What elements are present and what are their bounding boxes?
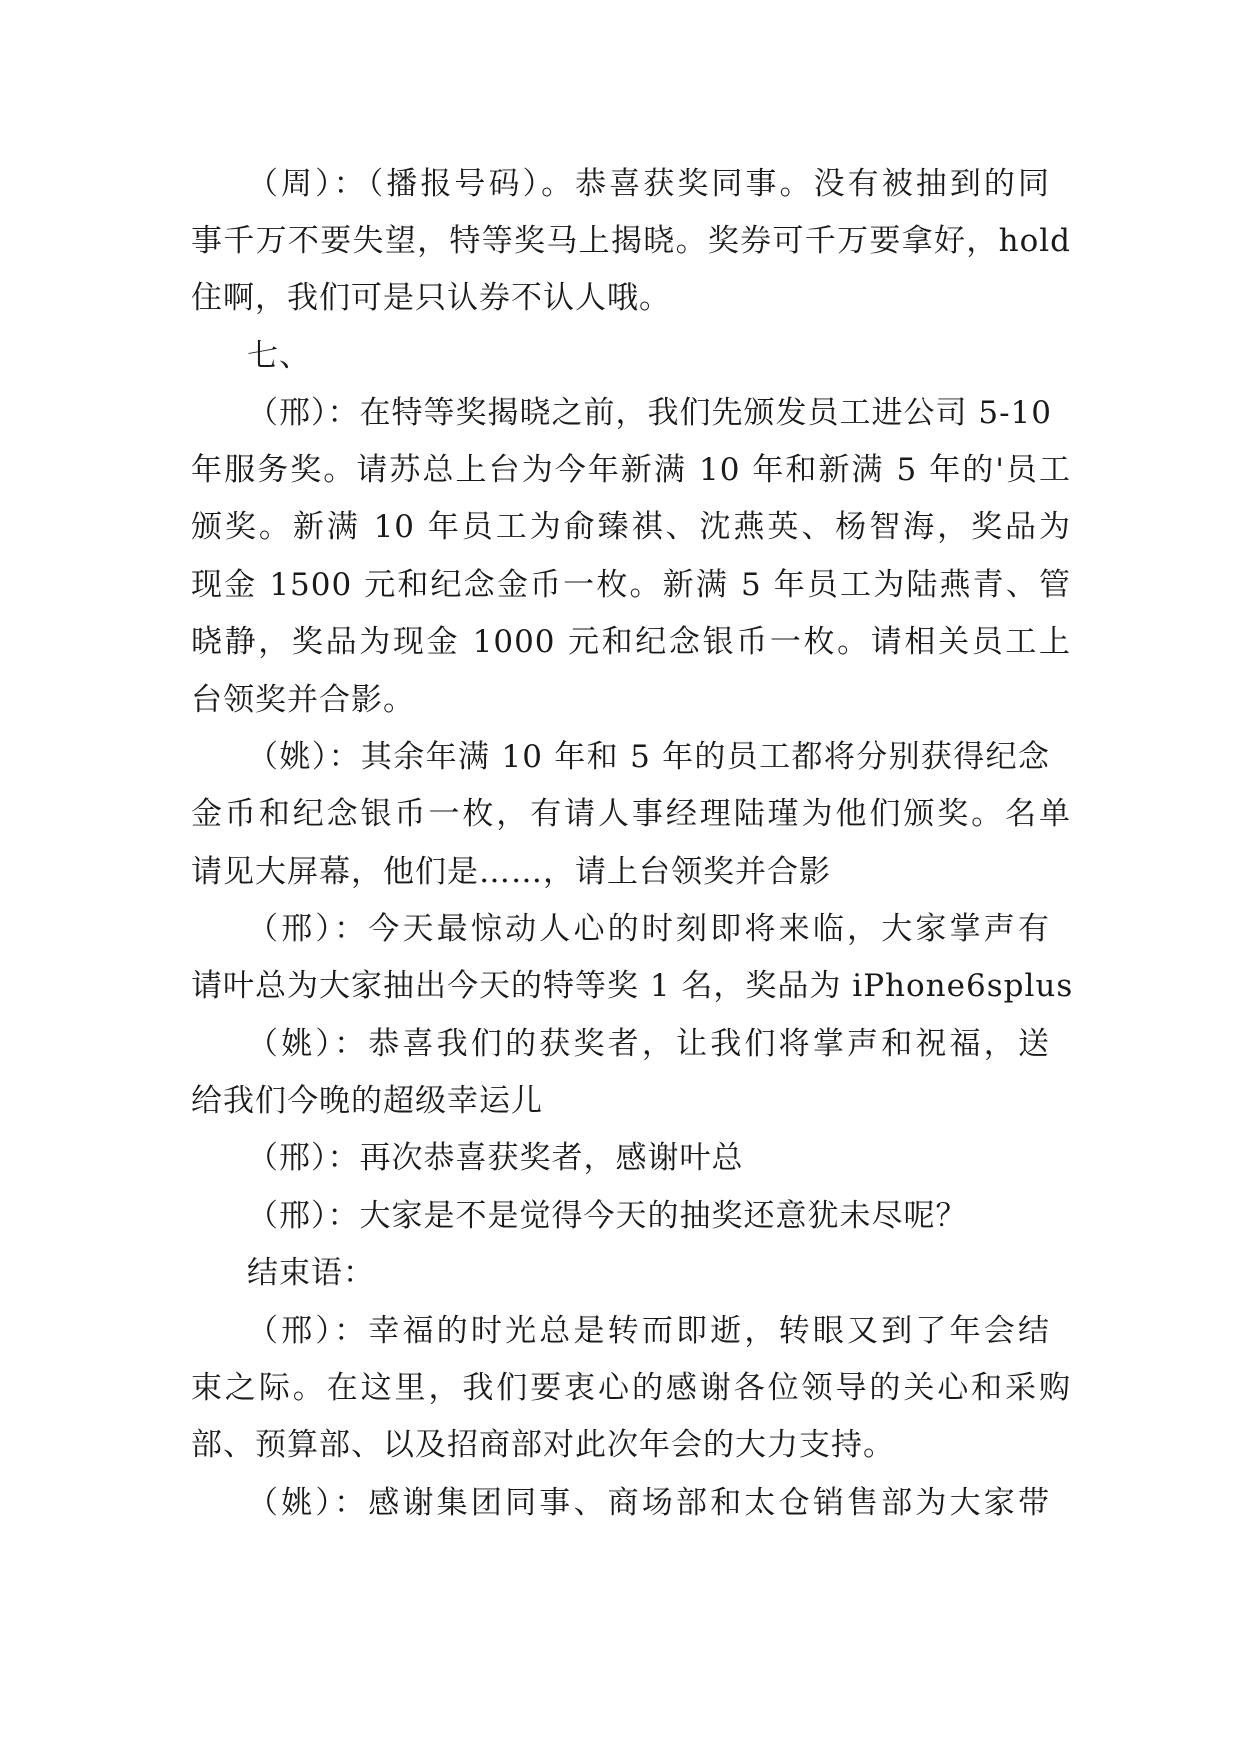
section-heading: 结束语： (247, 1255, 375, 1291)
paragraph-line: 晓静，奖品为现金 1000 元和纪念银币一枚。请相关员工上 (191, 624, 1071, 660)
paragraph-line: 给我们今晚的超级幸运儿 (191, 1083, 543, 1119)
section-heading: 七、 (247, 338, 311, 374)
paragraph-line: 请叶总为大家抽出今天的特等奖 1 名，奖品为 iPhone6splus (191, 968, 1074, 1004)
paragraph-line: 住啊，我们可是只认券不认人哦。 (191, 280, 671, 316)
paragraph-line: （姚）：感谢集团同事、商场部和太仓销售部为大家带 (247, 1485, 1050, 1521)
paragraph-line: 现金 1500 元和纪念金币一枚。新满 5 年员工为陆燕青、管 (191, 567, 1071, 603)
paragraph-line: （邢）：大家是不是觉得今天的抽奖还意犹未尽呢？ (247, 1198, 968, 1234)
paragraph-line: 年服务奖。请苏总上台为今年新满 10 年和新满 5 年的'员工 (191, 452, 1071, 488)
paragraph-line: （姚）：其余年满 10 年和 5 年的员工都将分别获得纪念 (247, 739, 1050, 775)
paragraph-line: （邢）：幸福的时光总是转而即逝，转眼又到了年会结 (247, 1313, 1050, 1349)
paragraph-line: 请见大屏幕，他们是……，请上台领奖并合影 (191, 854, 831, 890)
paragraph-line: （邢）：今天最惊动人心的时刻即将来临，大家掌声有 (247, 911, 1050, 947)
paragraph-line: （邢）：再次恭喜获奖者，感谢叶总 (247, 1140, 744, 1176)
paragraph-line: 束之际。在这里，我们要衷心的感谢各位领导的关心和采购 (191, 1370, 1071, 1406)
paragraph-line: （周）：（播报号码）。恭喜获奖同事。没有被抽到的同 (247, 166, 1050, 202)
paragraph-line: 金币和纪念银币一枚，有请人事经理陆瑾为他们颁奖。名单 (191, 796, 1071, 832)
paragraph-line: 台领奖并合影。 (191, 682, 415, 718)
paragraph-line: 事千万不要失望，特等奖马上揭晓。奖券可千万要拿好，hold (191, 223, 1071, 259)
paragraph-line: （邢）：在特等奖揭晓之前，我们先颁发员工进公司 5-10 (247, 395, 1052, 431)
paragraph-line: 颁奖。新满 10 年员工为俞臻祺、沈燕英、杨智海，奖品为 (191, 509, 1071, 545)
paragraph-line: 部、预算部、以及招商部对此次年会的大力支持。 (191, 1427, 895, 1463)
paragraph-line: （姚）：恭喜我们的获奖者，让我们将掌声和祝福，送 (247, 1026, 1050, 1062)
